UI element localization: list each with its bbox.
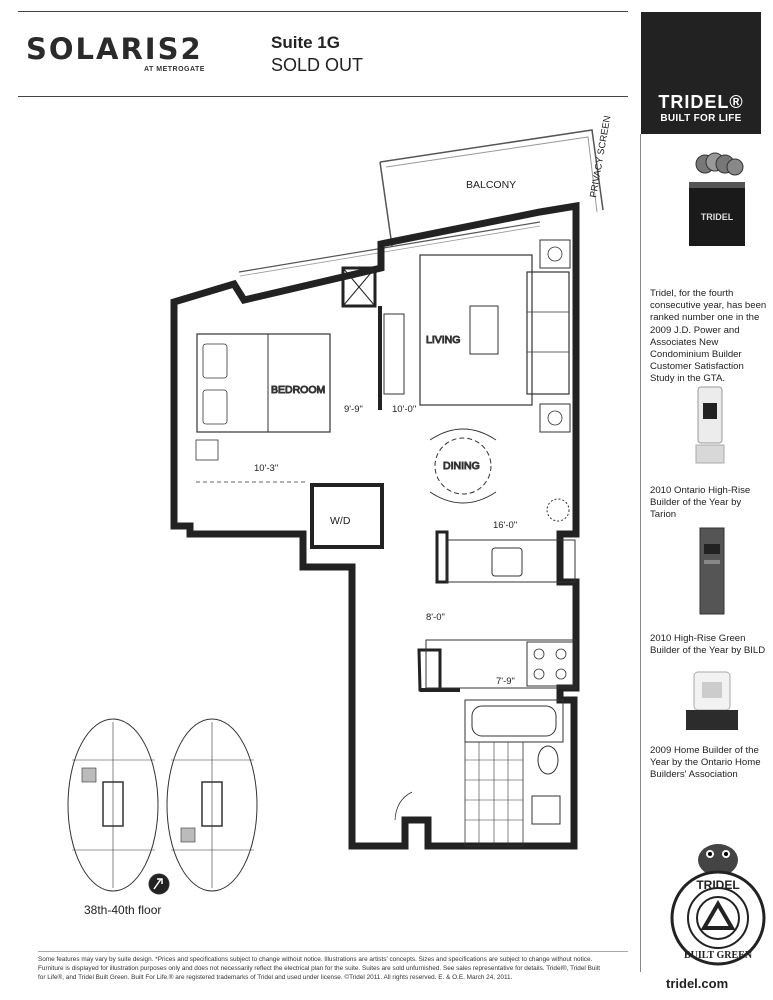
dim-bedroom-width: 9'-9" (344, 404, 363, 415)
bedroom-label: BEDROOM (271, 384, 326, 396)
ohba-award-image (680, 668, 744, 734)
suite-title: Suite 1G (271, 33, 340, 52)
suite-status: SOLD OUT (271, 55, 364, 75)
award-text-ohba: 2009 Home Builder of the Year by the Ontario Home Builders' Association (650, 745, 761, 781)
dimensions (254, 404, 517, 687)
wd-label: W/D (330, 515, 351, 527)
tridel-brand-box (641, 12, 761, 134)
dim-bedroom-length: 10'-3" (254, 463, 279, 474)
dining-label: DINING (443, 460, 480, 472)
jd-power-trophy-image (675, 150, 755, 250)
bild-award-image (695, 526, 729, 616)
bedroom (196, 334, 330, 482)
bathroom (395, 700, 563, 846)
tarion-award-image (692, 385, 728, 465)
dim-living-width: 10'-0" (392, 404, 417, 415)
award-text-tarion: 2010 Ontario High-Rise Builder of the Year by Tarion (650, 485, 751, 521)
award-text-bild: 2010 High-Rise Green Builder of the Year by BILD (650, 633, 766, 657)
badge-top-text: TRIDEL (696, 878, 740, 892)
award-text-jd-power: Tridel, for the fourth consecutive year, has been ranked number one in the 2009 J.D. Power and Associates New Condominium Builder Customer Satisfaction Study in the GTA. (650, 288, 767, 385)
legal-disclaimer: Some features may vary by suite design. *Prices and specifications subject to change without notice. Illustrations are artists' concepts. Sizes and specifications are subject to change without notice. Furniture is displayed for illustration purposes only and does not necessarily reflect the electrical plan for the suite. Suites are sold unfurnished. See sales representative for details. Tridel®, Tridel Built for Life®, and Tridel Built Green. Built For Life.® are registered trademarks of Tridel and used under license. ©Tridel 2011. All rights reserved. E. & O.E. March 24, 2011. (38, 956, 601, 981)
dining-area (430, 429, 569, 521)
footer-rule (38, 951, 628, 952)
dim-dining-length: 16'-0" (493, 520, 518, 531)
privacy-screen-label: PRIVACY SCREEN (588, 114, 614, 199)
balcony-label: BALCONY (466, 179, 517, 191)
logo-wordmark: SOLARIS2 (26, 32, 203, 66)
built-green-badge (666, 840, 770, 968)
brand-tagline: BUILT FOR LIFE (660, 113, 742, 124)
dim-kitchen-width: 8'-0" (426, 612, 445, 623)
laundry (330, 515, 351, 527)
dim-kitchen-length: 7'-9" (496, 676, 515, 687)
balcony (239, 115, 613, 276)
trophy-label: TRIDEL (700, 212, 734, 222)
keyplan-floor-label: 38th-40th floor (84, 903, 162, 917)
living-label: LIVING (426, 334, 461, 346)
sidebar-divider (640, 134, 641, 972)
website-link[interactable]: tridel.com (666, 976, 729, 991)
brand-name: TRIDEL® (658, 92, 744, 112)
logo-subtitle: AT METROGATE (144, 66, 205, 73)
badge-bottom-text: BUILT GREEN (683, 950, 753, 961)
keyplan (68, 719, 257, 894)
